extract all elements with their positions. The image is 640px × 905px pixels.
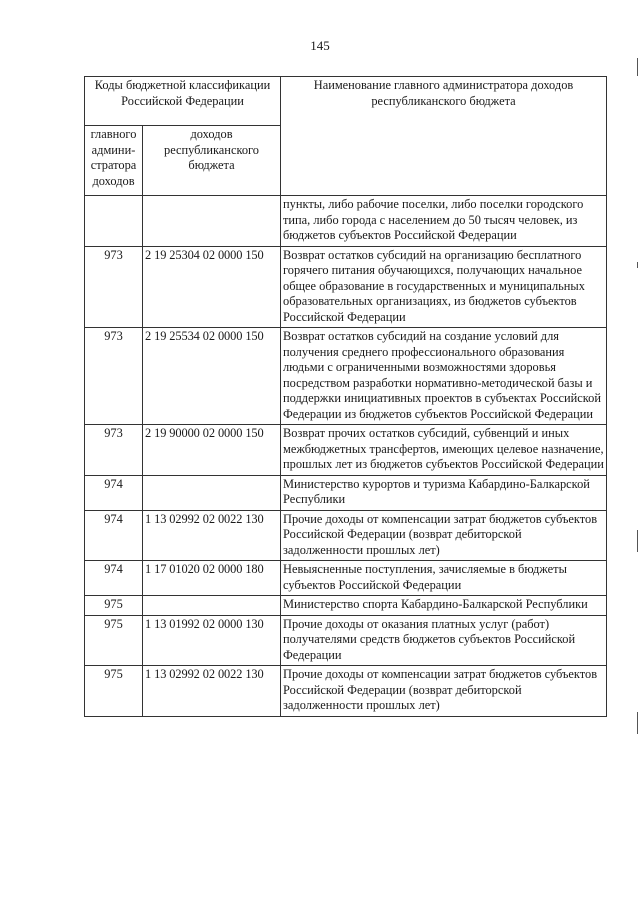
scan-mark bbox=[637, 712, 638, 734]
table-row bbox=[85, 615, 607, 666]
table-row bbox=[85, 666, 607, 717]
scan-mark bbox=[637, 58, 638, 76]
name-cell: Прочие доходы от компенсации затрат бюджетов субъектов Российской Федерации (возврат дебиторской задолженности прошлых лет) bbox=[281, 666, 607, 717]
scan-mark bbox=[637, 262, 638, 268]
name-cell: Возврат прочих остатков субсидий, субвенций и иных межбюджетных трансфертов, имеющих целевое назначение, прошлых лет из бюджетов субъектов Российской Федерации bbox=[281, 425, 607, 476]
income-code-cell bbox=[143, 596, 281, 616]
table-row bbox=[85, 196, 607, 247]
table-row bbox=[85, 328, 607, 425]
income-code-cell bbox=[143, 475, 281, 510]
name-cell: Невыясненные поступления, зачисляемые в бюджеты субъектов Российской Федерации bbox=[281, 561, 607, 596]
table-row bbox=[85, 425, 607, 476]
income-code-cell: 1 13 02992 02 0022 130 bbox=[143, 510, 281, 561]
name-cell: Прочие доходы от компенсации затрат бюджетов субъектов Российской Федерации (возврат дебиторской задолженности прошлых лет) bbox=[281, 510, 607, 561]
income-code-cell: 1 17 01020 02 0000 180 bbox=[143, 561, 281, 596]
income-code-cell: 2 19 25534 02 0000 150 bbox=[143, 328, 281, 425]
income-code-cell: 2 19 25304 02 0000 150 bbox=[143, 246, 281, 328]
admin-code-cell: 975 bbox=[85, 666, 143, 717]
admin-code-cell: 975 bbox=[85, 615, 143, 666]
admin-code-cell bbox=[85, 196, 143, 247]
table-row bbox=[85, 475, 607, 510]
admin-column-header: главного админи-стратора доходов bbox=[85, 126, 143, 196]
admin-code-cell: 974 bbox=[85, 475, 143, 510]
table-row bbox=[85, 561, 607, 596]
admin-code-cell: 973 bbox=[85, 425, 143, 476]
income-code-cell: 2 19 90000 02 0000 150 bbox=[143, 425, 281, 476]
name-cell: Прочие доходы от оказания платных услуг (работ) получателями средств бюджетов субъектов Российской Федерации bbox=[281, 615, 607, 666]
admin-code-cell: 974 bbox=[85, 561, 143, 596]
admin-code-cell: 975 bbox=[85, 596, 143, 616]
table-row bbox=[85, 246, 607, 328]
income-column-header: доходов республиканского бюджета bbox=[143, 126, 281, 196]
name-column-header: Наименование главного администратора доходов республиканского бюджета bbox=[281, 77, 607, 196]
page-number: 145 bbox=[310, 38, 330, 53]
admin-code-cell: 973 bbox=[85, 328, 143, 425]
budget-classification-table bbox=[84, 76, 607, 717]
admin-code-cell: 973 bbox=[85, 246, 143, 328]
income-code-cell bbox=[143, 196, 281, 247]
income-code-cell: 1 13 02992 02 0022 130 bbox=[143, 666, 281, 717]
table-row bbox=[85, 596, 607, 616]
admin-code-cell: 974 bbox=[85, 510, 143, 561]
codes-group-header: Коды бюджетной классификации Российской Федерации bbox=[85, 77, 281, 126]
name-cell: пункты, либо рабочие поселки, либо поселки городского типа, либо города с населением до 50 тысяч человек, из бюджетов субъектов Российской Федерации bbox=[281, 196, 607, 247]
name-cell: Возврат остатков субсидий на создание условий для получения среднего профессионального образования людьми с ограниченными возможностями здоровья посредством разработки нормативно-методической базы и поддержки инициативных проектов в субъектах Российской Федерации из бюджетов субъектов Российской Федерации bbox=[281, 328, 607, 425]
scan-mark bbox=[637, 530, 638, 552]
name-cell: Министерство спорта Кабардино-Балкарской Республики bbox=[281, 596, 607, 616]
table-row bbox=[85, 510, 607, 561]
name-cell: Возврат остатков субсидий на организацию бесплатного горячего питания обучающихся, получающих начальное общее образование в государственных и муниципальных образовательных организациях, из бюджетов субъектов Российской Федерации bbox=[281, 246, 607, 328]
income-code-cell: 1 13 01992 02 0000 130 bbox=[143, 615, 281, 666]
name-cell: Министерство курортов и туризма Кабардино-Балкарской Республики bbox=[281, 475, 607, 510]
scan-margin-marks bbox=[632, 0, 638, 905]
